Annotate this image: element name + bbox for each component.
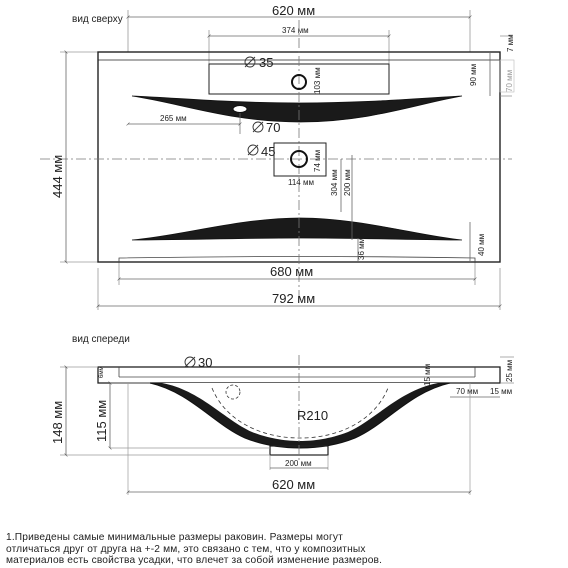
footnote-line-3: материалов есть свойства усадки, что влечет за собой изменение размеров. [6,555,383,566]
dim-70-right: 70 мм [505,69,514,92]
dim-265: 265 мм [160,114,187,123]
front-view-label: вид спереди [72,334,130,345]
dim-r210: R210 [297,408,329,423]
dim-25: 25 мм [505,359,514,382]
dim-dia-70: 70 [266,120,281,135]
dim-103: 103 мм [313,67,322,94]
dim-74: 74 мм [313,149,322,172]
dim-40: 40 мм [477,233,486,256]
dim-dia-35: 35 [259,55,274,70]
dim-15-front: 15 мм [423,363,432,386]
overflow-hole [233,106,247,113]
dim-115: 115 мм [94,399,109,442]
dim-444: 444 мм [50,154,65,198]
dim-200: 200 мм [343,169,352,196]
dim-dia-45: 45 [261,144,276,159]
bowl-front-curve [132,218,462,240]
dim-680: 680 мм [270,264,314,279]
dim-70-front: 70 мм [456,387,479,396]
dim-304: 304 мм [330,169,339,196]
dim-6: 6мм [99,366,105,378]
footnote-line-2: отличаться друг от друга на +-2 мм, это связано с тем, что у композитных [6,543,366,555]
footnote [6,532,562,567]
dim-200-front: 200 мм [285,459,312,468]
dim-620-top: 620 мм [272,3,316,18]
footnote-line-1: 1.Приведены самые минимальные размеры раковин. Размеры могут [6,532,343,543]
top-view-label: вид сверху [72,14,123,25]
dim-90: 90 мм [469,63,478,86]
dim-114: 114 мм [288,178,314,187]
dim-15b: 15 мм [490,387,513,396]
dim-dia-30: 30 [198,355,213,370]
dim-148: 148 мм [50,400,65,444]
dim-620-front: 620 мм [272,477,316,492]
dim-792: 792 мм [272,291,316,306]
dim-36: 36 мм [357,237,366,260]
front-edge [119,257,475,263]
dim-7: 7 мм [506,34,515,52]
dim-374: 374 мм [282,26,309,35]
